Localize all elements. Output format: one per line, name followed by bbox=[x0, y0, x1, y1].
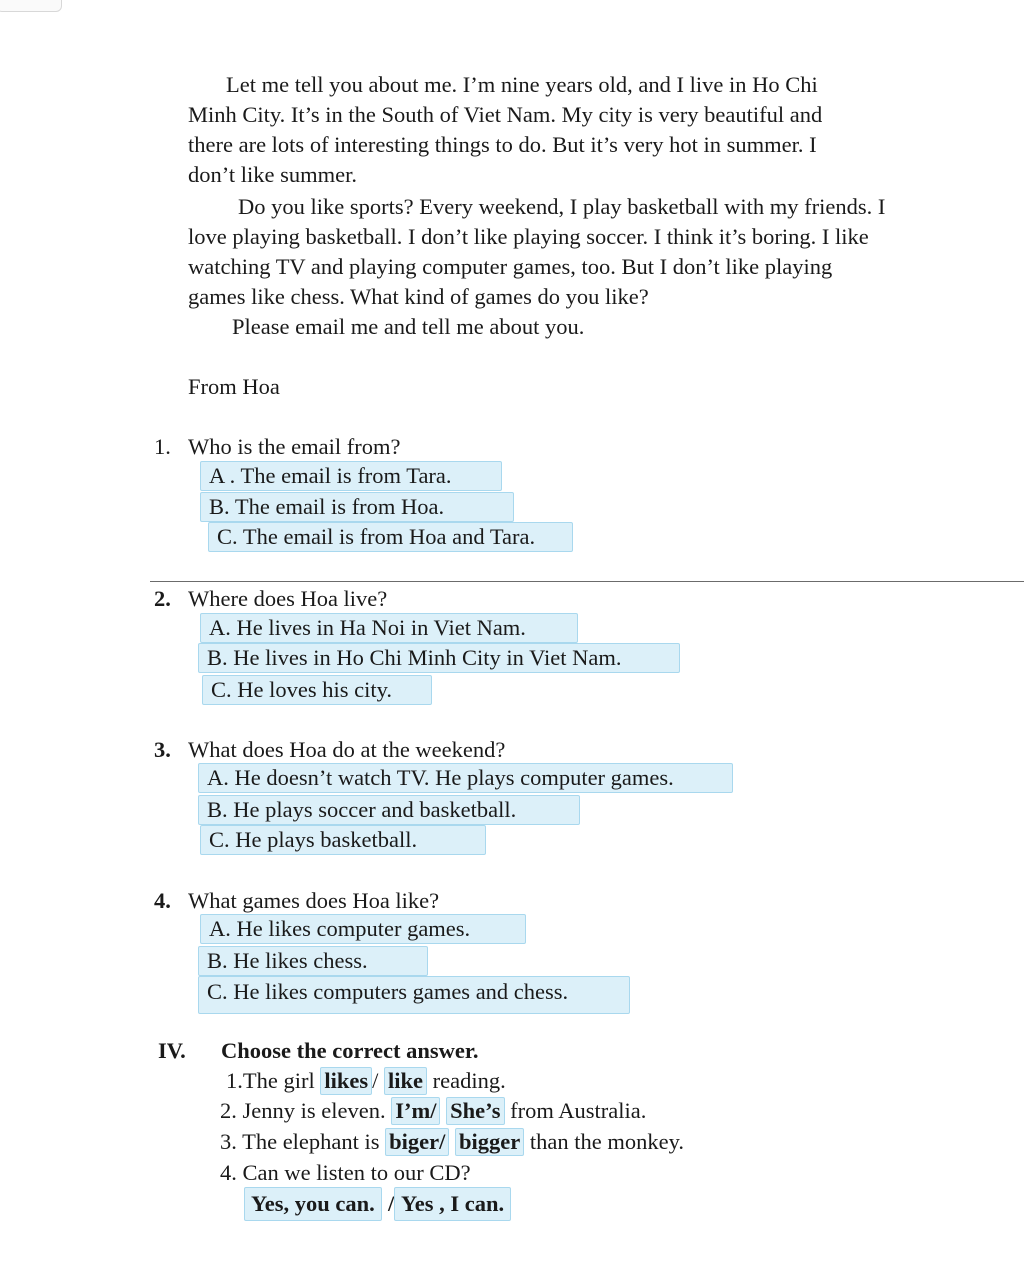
answer-option[interactable]: C. The email is from Hoa and Tara. bbox=[208, 522, 573, 552]
passage-line: love playing basketball. I don’t like playing soccer. I think it’s boring. I like bbox=[188, 224, 869, 249]
answer-option[interactable]: A. He lives in Ha Noi in Viet Nam. bbox=[200, 613, 578, 643]
exercise-item-3 bbox=[220, 1127, 684, 1157]
passage-line: Please email me and tell me about you. bbox=[232, 314, 585, 339]
answer-option[interactable]: A. He likes computer games. bbox=[200, 914, 526, 944]
answer-option[interactable]: B. He likes chess. bbox=[198, 946, 428, 976]
answer-option[interactable]: B. The email is from Hoa. bbox=[200, 492, 514, 522]
answer-option[interactable]: A. He doesn’t watch TV. He plays computer games. bbox=[198, 763, 733, 793]
answer-option[interactable]: A . The email is from Tara. bbox=[200, 461, 502, 491]
choice-yes-i-can[interactable]: Yes , I can. bbox=[394, 1187, 511, 1221]
item-text: reading. bbox=[427, 1068, 506, 1093]
passage-line: don’t like summer. bbox=[188, 162, 357, 187]
section-divider bbox=[150, 581, 1024, 582]
question-number: 3. bbox=[154, 737, 171, 762]
question-text: What games does Hoa like? bbox=[188, 888, 440, 913]
choice-im[interactable]: I’m/ bbox=[391, 1097, 440, 1125]
question-number: 2. bbox=[154, 586, 171, 611]
exercise-item-4: 4. Can we listen to our CD? bbox=[220, 1160, 471, 1185]
passage-line: watching TV and playing computer games, too. But I don’t like playing bbox=[188, 254, 833, 279]
choice-likes[interactable]: likes bbox=[320, 1067, 372, 1095]
question-number: 4. bbox=[154, 888, 171, 913]
question-text: Where does Hoa live? bbox=[188, 586, 388, 611]
passage-line: Let me tell you about me. I’m nine years old, and I live in Ho Chi bbox=[226, 72, 818, 97]
choice-biger[interactable]: biger/ bbox=[385, 1128, 449, 1156]
section-title: Choose the correct answer. bbox=[221, 1038, 479, 1063]
choice-bigger[interactable]: bigger bbox=[455, 1128, 524, 1156]
section-numeral: IV. bbox=[158, 1038, 186, 1063]
passage-line: Minh City. It’s in the South of Viet Nam. My city is very beautiful and bbox=[188, 102, 823, 127]
choice-separator: / bbox=[388, 1191, 395, 1216]
answer-option[interactable]: C. He likes computers games and chess. bbox=[198, 976, 630, 1014]
corner-tab bbox=[0, 0, 62, 12]
answer-option[interactable]: C. He loves his city. bbox=[202, 675, 432, 705]
choice-like[interactable]: like bbox=[384, 1067, 427, 1095]
passage-line: there are lots of interesting things to do. But it’s very hot in summer. I bbox=[188, 132, 817, 157]
answer-option[interactable]: C. He plays basketball. bbox=[200, 825, 486, 855]
item-text: 1.The girl bbox=[226, 1068, 321, 1093]
item-text: than the monkey. bbox=[524, 1129, 685, 1154]
question-text: Who is the email from? bbox=[188, 434, 401, 459]
question-text: What does Hoa do at the weekend? bbox=[188, 737, 506, 762]
answer-option[interactable]: B. He plays soccer and basketball. bbox=[198, 795, 580, 825]
passage-line: Do you like sports? Every weekend, I play basketball with my friends. I bbox=[238, 194, 886, 219]
item-text: 3. The elephant is bbox=[220, 1129, 386, 1154]
item-text: 2. Jenny is eleven. bbox=[220, 1098, 392, 1123]
signature: From Hoa bbox=[188, 374, 280, 399]
exercise-item-1 bbox=[226, 1066, 506, 1096]
choice-yes-you-can[interactable]: Yes, you can. bbox=[244, 1187, 382, 1221]
passage-line: games like chess. What kind of games do you like? bbox=[188, 284, 649, 309]
choice-separator: / bbox=[372, 1068, 385, 1093]
item-text: from Australia. bbox=[504, 1098, 647, 1123]
exercise-item-2 bbox=[220, 1096, 646, 1126]
question-number: 1. bbox=[154, 434, 171, 459]
choice-shes[interactable]: She’s bbox=[446, 1097, 504, 1125]
answer-option[interactable]: B. He lives in Ho Chi Minh City in Viet Nam. bbox=[198, 643, 680, 673]
